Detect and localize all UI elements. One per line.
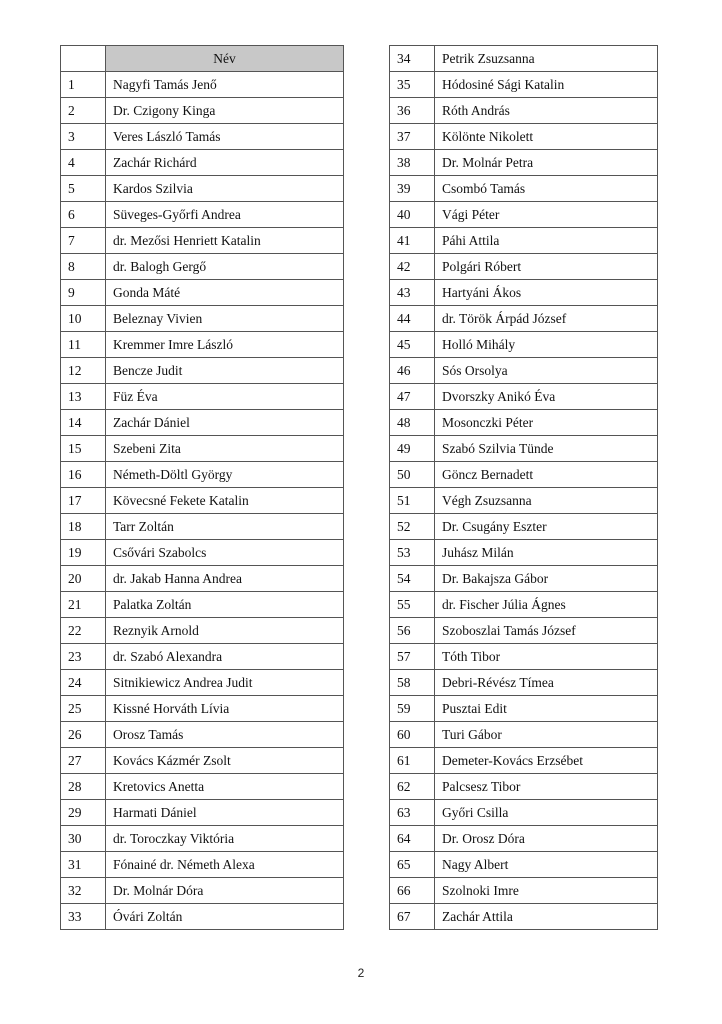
person-name: Beleznay Vivien <box>106 306 344 332</box>
table-row <box>61 150 344 176</box>
table-row <box>390 462 658 488</box>
row-number: 67 <box>390 904 435 930</box>
person-name: Sitnikiewicz Andrea Judit <box>106 670 344 696</box>
person-name: Palcsesz Tibor <box>435 774 658 800</box>
row-number: 13 <box>61 384 106 410</box>
row-number: 19 <box>61 540 106 566</box>
table-row <box>390 696 658 722</box>
table-row <box>61 696 344 722</box>
table-row <box>61 670 344 696</box>
table-row <box>390 904 658 930</box>
person-name: Szabó Szilvia Tünde <box>435 436 658 462</box>
row-number: 16 <box>61 462 106 488</box>
person-name: Győri Csilla <box>435 800 658 826</box>
table-row <box>61 644 344 670</box>
table-row <box>390 46 658 72</box>
row-number: 3 <box>61 124 106 150</box>
row-number: 25 <box>61 696 106 722</box>
table-row <box>61 774 344 800</box>
person-name: dr. Török Árpád József <box>435 306 658 332</box>
row-number: 53 <box>390 540 435 566</box>
person-name: Hartyáni Ákos <box>435 280 658 306</box>
person-name: dr. Mezősi Henriett Katalin <box>106 228 344 254</box>
row-number: 57 <box>390 644 435 670</box>
table-row <box>390 670 658 696</box>
table-row <box>61 852 344 878</box>
person-name: Nagy Albert <box>435 852 658 878</box>
person-name: Kissné Horváth Lívia <box>106 696 344 722</box>
person-name: Dr. Orosz Dóra <box>435 826 658 852</box>
person-name: Kretovics Anetta <box>106 774 344 800</box>
table-row <box>61 436 344 462</box>
table-row <box>390 878 658 904</box>
person-name: Kremmer Imre László <box>106 332 344 358</box>
row-number: 41 <box>390 228 435 254</box>
table-row <box>390 228 658 254</box>
row-number: 37 <box>390 124 435 150</box>
row-number: 26 <box>61 722 106 748</box>
row-number: 49 <box>390 436 435 462</box>
table-row <box>390 514 658 540</box>
table-row <box>390 644 658 670</box>
person-name: Dr. Bakajsza Gábor <box>435 566 658 592</box>
row-number: 29 <box>61 800 106 826</box>
row-number: 65 <box>390 852 435 878</box>
row-number: 55 <box>390 592 435 618</box>
person-name: Füz Éva <box>106 384 344 410</box>
row-number: 39 <box>390 176 435 202</box>
row-number: 62 <box>390 774 435 800</box>
row-number: 58 <box>390 670 435 696</box>
person-name: Holló Mihály <box>435 332 658 358</box>
table-row <box>61 202 344 228</box>
table-row <box>390 722 658 748</box>
table-row <box>390 150 658 176</box>
row-number: 38 <box>390 150 435 176</box>
person-name: Tóth Tibor <box>435 644 658 670</box>
person-name: dr. Toroczkay Viktória <box>106 826 344 852</box>
person-name: Szolnoki Imre <box>435 878 658 904</box>
row-number: 43 <box>390 280 435 306</box>
person-name: Nagyfi Tamás Jenő <box>106 72 344 98</box>
person-name: Palatka Zoltán <box>106 592 344 618</box>
table-row <box>61 124 344 150</box>
person-name: dr. Jakab Hanna Andrea <box>106 566 344 592</box>
table-row <box>61 332 344 358</box>
row-number: 30 <box>61 826 106 852</box>
table-row <box>61 280 344 306</box>
table-header-row <box>61 46 344 72</box>
person-name: Zachár Dániel <box>106 410 344 436</box>
table-row <box>61 800 344 826</box>
table-row <box>390 176 658 202</box>
table-row <box>61 488 344 514</box>
row-number: 66 <box>390 878 435 904</box>
row-number: 35 <box>390 72 435 98</box>
table-row <box>61 514 344 540</box>
row-number: 34 <box>390 46 435 72</box>
table-row <box>61 592 344 618</box>
person-name: Fónainé dr. Németh Alexa <box>106 852 344 878</box>
row-number: 46 <box>390 358 435 384</box>
table-row <box>390 72 658 98</box>
row-number: 1 <box>61 72 106 98</box>
person-name: Petrik Zsuzsanna <box>435 46 658 72</box>
person-name: Dr. Csugány Eszter <box>435 514 658 540</box>
row-number: 5 <box>61 176 106 202</box>
table-row <box>61 306 344 332</box>
table-row <box>61 748 344 774</box>
person-name: Csombó Tamás <box>435 176 658 202</box>
row-number: 61 <box>390 748 435 774</box>
row-number: 23 <box>61 644 106 670</box>
person-name: Pusztai Edit <box>435 696 658 722</box>
table-row <box>390 618 658 644</box>
row-number: 21 <box>61 592 106 618</box>
table-row <box>61 826 344 852</box>
person-name: dr. Balogh Gergő <box>106 254 344 280</box>
table-row <box>390 774 658 800</box>
person-name: Szoboszlai Tamás József <box>435 618 658 644</box>
header-number-cell <box>61 46 106 72</box>
person-name: dr. Szabó Alexandra <box>106 644 344 670</box>
person-name: Vági Péter <box>435 202 658 228</box>
table-row <box>390 566 658 592</box>
person-name: Németh-Döltl György <box>106 462 344 488</box>
row-number: 15 <box>61 436 106 462</box>
person-name: Gonda Máté <box>106 280 344 306</box>
row-number: 48 <box>390 410 435 436</box>
person-name: Dr. Molnár Petra <box>435 150 658 176</box>
person-name: Kövecsné Fekete Katalin <box>106 488 344 514</box>
person-name: Csővári Szabolcs <box>106 540 344 566</box>
table-row <box>390 488 658 514</box>
table-row <box>61 72 344 98</box>
row-number: 4 <box>61 150 106 176</box>
table-row <box>390 826 658 852</box>
table-row <box>61 462 344 488</box>
table-row <box>390 384 658 410</box>
table-row <box>61 228 344 254</box>
page-number: 2 <box>357 966 365 980</box>
row-number: 59 <box>390 696 435 722</box>
row-number: 45 <box>390 332 435 358</box>
person-name: Göncz Bernadett <box>435 462 658 488</box>
table-row <box>61 358 344 384</box>
names-table-right <box>389 45 658 930</box>
row-number: 56 <box>390 618 435 644</box>
row-number: 28 <box>61 774 106 800</box>
table-row <box>390 254 658 280</box>
row-number: 14 <box>61 410 106 436</box>
table-row <box>61 410 344 436</box>
table-row <box>61 254 344 280</box>
row-number: 60 <box>390 722 435 748</box>
person-name: Zachár Richárd <box>106 150 344 176</box>
table-row <box>390 306 658 332</box>
table-row <box>390 592 658 618</box>
row-number: 7 <box>61 228 106 254</box>
person-name: Polgári Róbert <box>435 254 658 280</box>
person-name: Róth András <box>435 98 658 124</box>
row-number: 31 <box>61 852 106 878</box>
table-row <box>61 540 344 566</box>
row-number: 64 <box>390 826 435 852</box>
table-row <box>390 800 658 826</box>
table-row <box>390 410 658 436</box>
person-name: Dr. Molnár Dóra <box>106 878 344 904</box>
row-number: 18 <box>61 514 106 540</box>
person-name: Sós Orsolya <box>435 358 658 384</box>
person-name: Dvorszky Anikó Éva <box>435 384 658 410</box>
row-number: 40 <box>390 202 435 228</box>
table-row <box>61 176 344 202</box>
person-name: Kovács Kázmér Zsolt <box>106 748 344 774</box>
table-row <box>390 436 658 462</box>
table-row <box>61 98 344 124</box>
person-name: Hódosiné Sági Katalin <box>435 72 658 98</box>
header-name-cell: Név <box>106 46 344 72</box>
row-number: 24 <box>61 670 106 696</box>
table-row <box>390 358 658 384</box>
table-row <box>390 852 658 878</box>
table-row <box>390 280 658 306</box>
person-name: Kölönte Nikolett <box>435 124 658 150</box>
row-number: 12 <box>61 358 106 384</box>
person-name: Reznyik Arnold <box>106 618 344 644</box>
row-number: 63 <box>390 800 435 826</box>
table-row <box>390 202 658 228</box>
table-row <box>61 904 344 930</box>
table-row <box>61 722 344 748</box>
table-row <box>390 540 658 566</box>
table-row <box>390 332 658 358</box>
table-row <box>61 384 344 410</box>
row-number: 27 <box>61 748 106 774</box>
person-name: Kardos Szilvia <box>106 176 344 202</box>
row-number: 2 <box>61 98 106 124</box>
row-number: 9 <box>61 280 106 306</box>
person-name: Mosonczki Péter <box>435 410 658 436</box>
person-name: Óvári Zoltán <box>106 904 344 930</box>
person-name: Süveges-Győrfi Andrea <box>106 202 344 228</box>
row-number: 50 <box>390 462 435 488</box>
person-name: Tarr Zoltán <box>106 514 344 540</box>
row-number: 54 <box>390 566 435 592</box>
person-name: Orosz Tamás <box>106 722 344 748</box>
table-row <box>390 748 658 774</box>
row-number: 36 <box>390 98 435 124</box>
person-name: Végh Zsuzsanna <box>435 488 658 514</box>
row-number: 6 <box>61 202 106 228</box>
row-number: 33 <box>61 904 106 930</box>
row-number: 20 <box>61 566 106 592</box>
row-number: 11 <box>61 332 106 358</box>
person-name: Bencze Judit <box>106 358 344 384</box>
person-name: Zachár Attila <box>435 904 658 930</box>
person-name: Debri-Révész Tímea <box>435 670 658 696</box>
row-number: 22 <box>61 618 106 644</box>
row-number: 51 <box>390 488 435 514</box>
table-row <box>390 98 658 124</box>
table-row <box>61 618 344 644</box>
person-name: Turi Gábor <box>435 722 658 748</box>
table-row <box>390 124 658 150</box>
person-name: Demeter-Kovács Erzsébet <box>435 748 658 774</box>
person-name: Veres László Tamás <box>106 124 344 150</box>
row-number: 47 <box>390 384 435 410</box>
names-table-left <box>60 45 344 930</box>
row-number: 8 <box>61 254 106 280</box>
row-number: 52 <box>390 514 435 540</box>
person-name: Dr. Czigony Kinga <box>106 98 344 124</box>
table-row <box>61 566 344 592</box>
person-name: Harmati Dániel <box>106 800 344 826</box>
row-number: 44 <box>390 306 435 332</box>
person-name: Juhász Milán <box>435 540 658 566</box>
person-name: dr. Fischer Júlia Ágnes <box>435 592 658 618</box>
row-number: 42 <box>390 254 435 280</box>
row-number: 17 <box>61 488 106 514</box>
row-number: 32 <box>61 878 106 904</box>
person-name: Szebeni Zita <box>106 436 344 462</box>
table-row <box>61 878 344 904</box>
person-name: Páhi Attila <box>435 228 658 254</box>
row-number: 10 <box>61 306 106 332</box>
